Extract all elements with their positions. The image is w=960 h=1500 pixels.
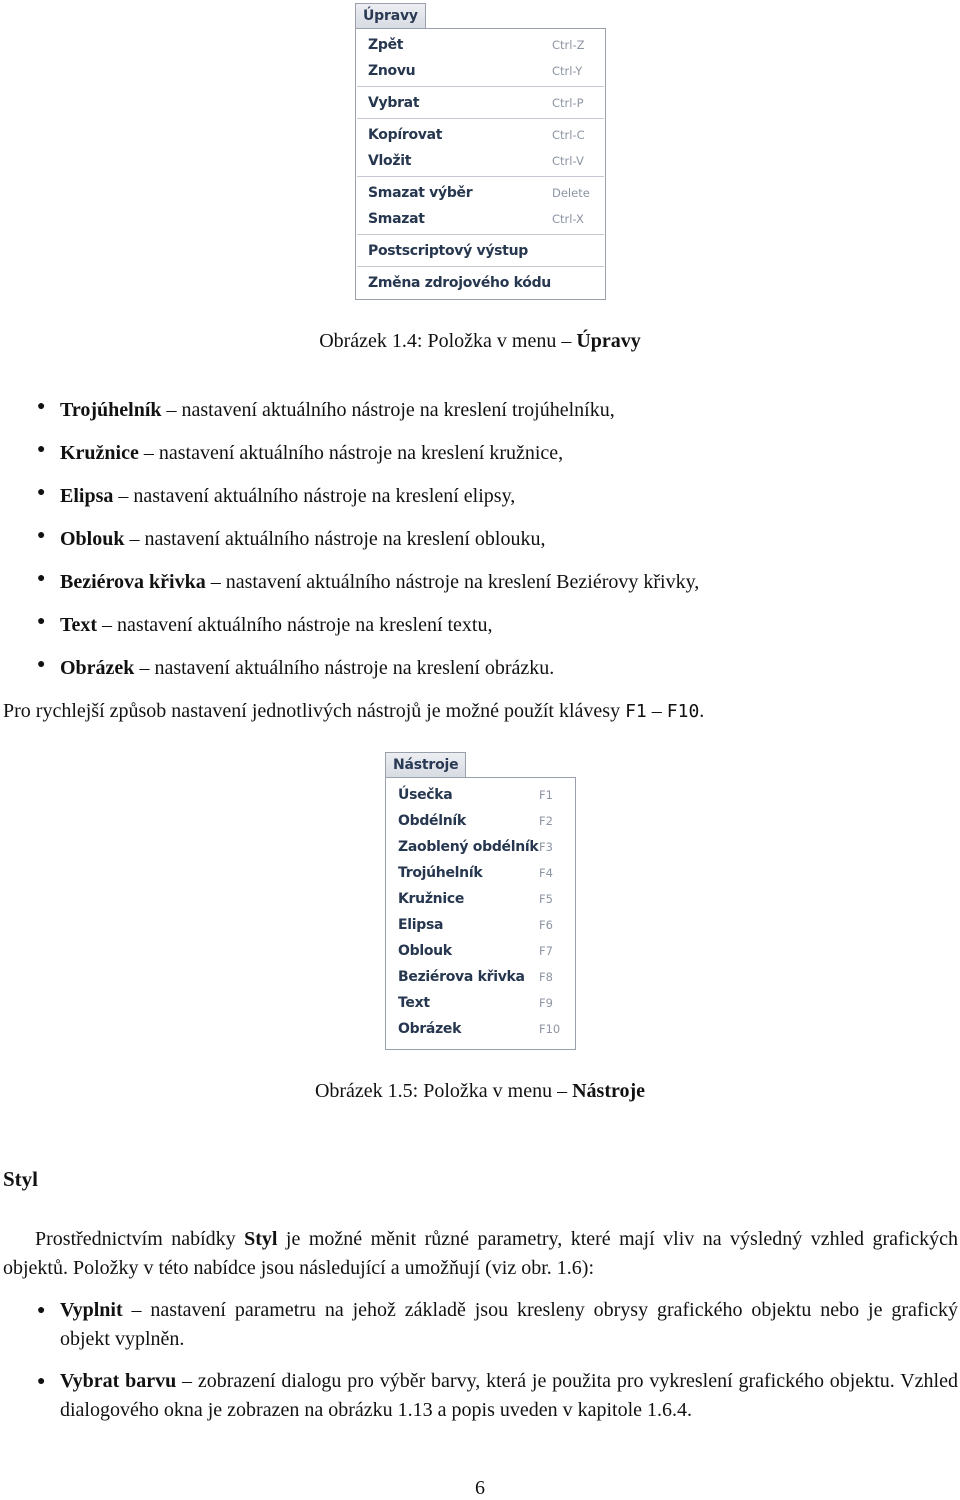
menu-upravy-screenshot <box>355 3 606 301</box>
list-item: ● Elipsa – nastavení aktuálního nástroje na kreslení elipsy, <box>37 485 516 507</box>
list-item: ● Trojúhelník – nastavení aktuálního nástroje na kreslení trojúhelníku, <box>37 399 615 421</box>
list-item: ● Obrázek – nastavení aktuálního nástroje na kreslení obrázku. <box>37 657 555 679</box>
figure-caption-1-4: Obrázek 1.4: Položka v menu – Úpravy <box>319 330 641 352</box>
menu-item-elipsa[interactable]: Elipsa F6 <box>398 917 553 933</box>
bullet-icon: ● <box>37 442 46 457</box>
bullet-icon: ● <box>37 399 46 414</box>
menu-tab-nastroje[interactable]: Nástroje <box>385 752 466 777</box>
menu-item-trojuhelnik[interactable]: Trojúhelník F4 <box>398 865 553 881</box>
menu-panel-upravy <box>355 28 606 300</box>
list-item: ● Text – nastavení aktuálního nástroje na kreslení textu, <box>37 614 493 636</box>
section-heading-styl: Styl <box>3 1167 39 1191</box>
menu-item-postscript[interactable]: Postscriptový výstup <box>368 243 528 259</box>
figure-caption-1-5: Obrázek 1.5: Položka v menu – Nástroje <box>314 1080 646 1102</box>
menu-item-usecka[interactable]: Úsečka F1 <box>398 787 553 803</box>
menu-item-kruznice[interactable]: Kružnice F5 <box>398 891 553 907</box>
menu-item-smazat[interactable]: Smazat Ctrl-X <box>368 211 584 227</box>
menu-item-kopirovat[interactable]: Kopírovat Ctrl-C <box>368 127 585 143</box>
menu-item-obrazek[interactable]: Obrázek F10 <box>398 1021 561 1037</box>
tool-list <box>0 399 960 700</box>
menu-item-bezierova-krivka[interactable]: Beziérova křivka F8 <box>398 969 553 985</box>
list-item: ● Beziérova křivka – nastavení aktuálního nástroje na kreslení Beziérovy křivky, <box>37 571 700 593</box>
menu-item-obdelnik[interactable]: Obdélník F2 <box>398 813 553 829</box>
menu-item-text[interactable]: Text F9 <box>398 995 553 1011</box>
menu-separator <box>357 266 604 267</box>
bullet-icon: ● <box>37 485 46 500</box>
styl-list <box>0 1296 960 1425</box>
menu-item-znovu[interactable]: Znovu Ctrl-Y <box>368 63 583 79</box>
menu-item-smazat-vyber[interactable]: Smazat výběr Delete <box>368 185 590 201</box>
menu-item-oblouk[interactable]: Oblouk F7 <box>398 943 553 959</box>
list-item: ● Vybrat barvu – zobrazení dialogu pro výběr barvy, která je použita pro vykreslení grafického objektu. Vzhled dialogového okna je zobrazen na obrázku 1.13 a popis uveden v kapitole 1.6.4. <box>0 1367 960 1425</box>
bullet-icon: ● <box>37 528 46 543</box>
menu-item-zpet[interactable]: Zpět Ctrl-Z <box>368 37 585 53</box>
bullet-icon: ● <box>37 1374 46 1389</box>
bullet-icon: ● <box>37 1303 46 1318</box>
menu-nastroje-screenshot <box>385 752 576 1050</box>
shortcut-paragraph: Pro rychlejší způsob nastavení jednotlivých nástrojů je možné použít klávesy F1 – F10. <box>3 700 705 722</box>
menu-separator <box>357 234 604 235</box>
menu-item-vybrat[interactable]: Vybrat Ctrl-P <box>368 95 584 111</box>
list-item: ● Kružnice – nastavení aktuálního nástroje na kreslení kružnice, <box>37 442 564 464</box>
styl-paragraph: Prostřednictvím nabídky Styl je možné měnit různé parametry, které mají vliv na výsledný vzhled grafických objektů. Položky v této nabídce jsou následující a umožňují (viz obr. 1.6): <box>3 1228 959 1279</box>
menu-separator <box>357 86 604 87</box>
menu-item-vlozit[interactable]: Vložit Ctrl-V <box>368 153 584 169</box>
bullet-icon: ● <box>37 614 46 629</box>
menu-item-zaobleny-obdelnik[interactable]: Zaoblený obdélník F3 <box>398 839 553 855</box>
menu-separator <box>357 118 604 119</box>
list-item: ● Vyplnit – nastavení parametru na jehož základě jsou kresleny obrysy grafického objektu nebo je grafický objekt vyplněn. <box>0 1296 960 1367</box>
bullet-icon: ● <box>37 571 46 586</box>
bullet-icon: ● <box>37 657 46 672</box>
page-number: 6 <box>475 1477 485 1499</box>
menu-item-zmena-kodu[interactable]: Změna zdrojového kódu <box>368 275 551 291</box>
menu-tab-upravy[interactable]: Úpravy <box>355 3 426 28</box>
list-item: ● Oblouk – nastavení aktuálního nástroje na kreslení oblouku, <box>37 528 546 550</box>
menu-separator <box>357 176 604 177</box>
menu-panel-nastroje <box>385 777 576 1050</box>
